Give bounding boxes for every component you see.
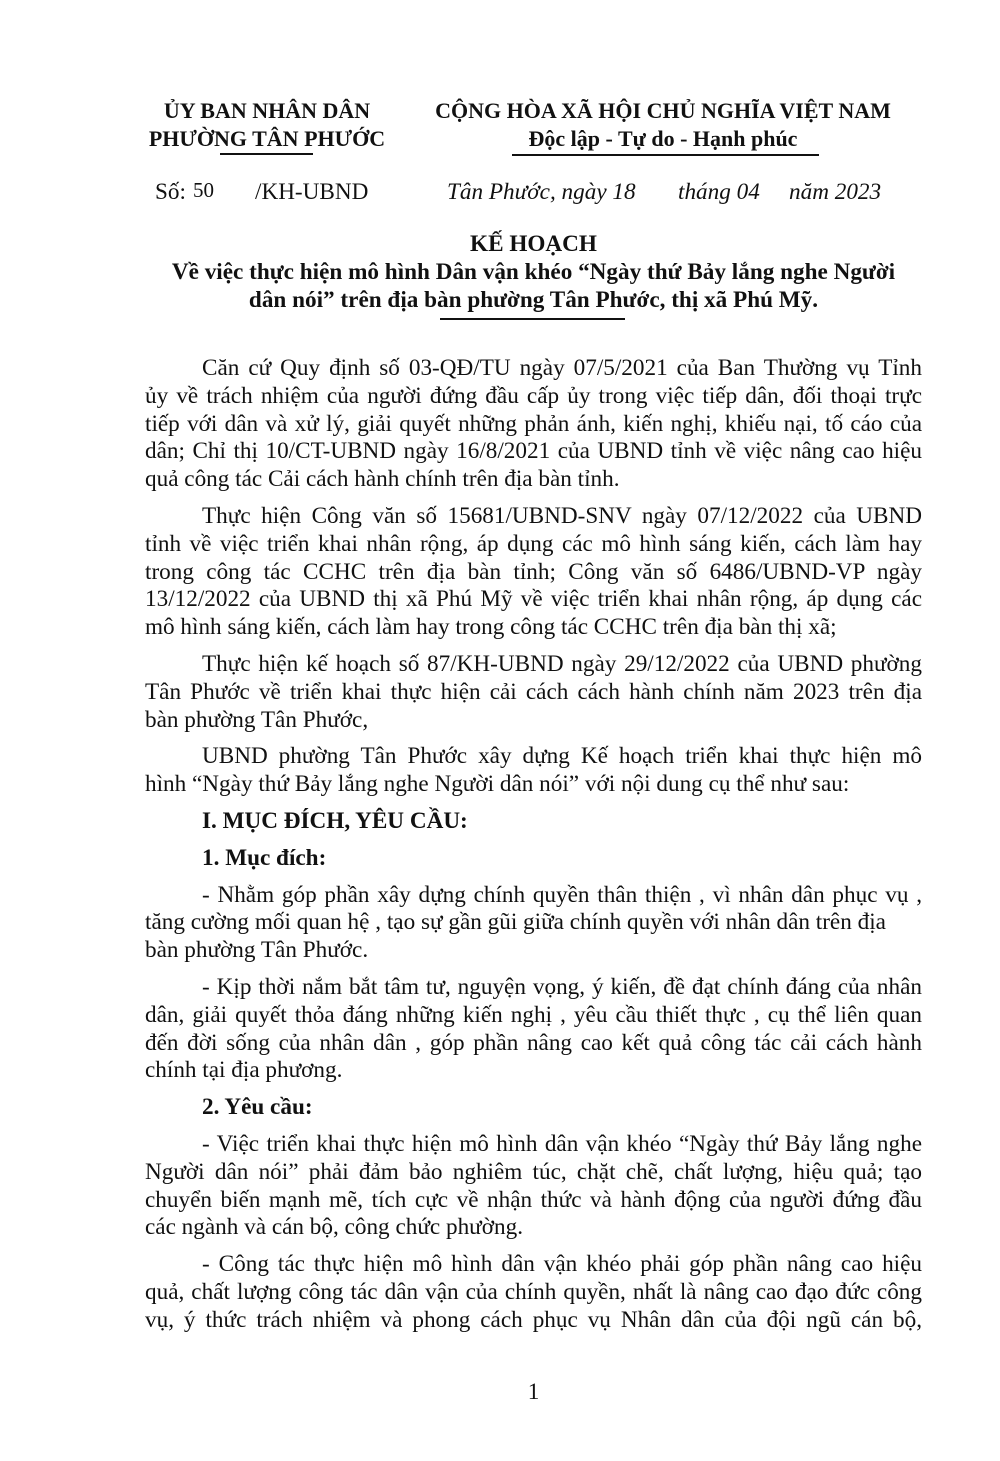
purpose-item-1 [145, 882, 922, 965]
section-heading: I. MỤC ĐÍCH, YÊU CẦU: [202, 807, 468, 834]
title-underline [440, 318, 625, 320]
text-line: - Nhằm góp phần xây dựng chính quyền thân thiện , vì nhân dân phục vụ , [202, 881, 922, 908]
motto-underline [512, 154, 819, 156]
doc-number-label: Số: [155, 179, 186, 205]
page-number: 1 [527, 1379, 540, 1405]
nation-motto: Độc lập - Tự do - Hạnh phúc [528, 126, 798, 151]
text-line: tỉnh về việc triển khai nhân rộng, áp dụng các mô hình sáng kiến, cách làm hay [145, 530, 922, 557]
doc-number-suffix: /KH-UBND [255, 179, 369, 205]
paragraph-legal-basis-1 [145, 355, 922, 494]
text-line: 13/12/2022 của UBND thị xã Phú Mỹ về việc triển khai nhân rộng, áp dụng các [145, 586, 922, 613]
text-line: - Công tác thực hiện mô hình dân vận khéo phải góp phần nâng cao hiệu [202, 1251, 922, 1278]
paragraph-legal-basis-2 [145, 503, 922, 642]
document-subtitle-line1: Về việc thực hiện mô hình Dân vận khéo “Ngày thứ Bảy lắng nghe Người [171, 259, 896, 285]
text-line: - Kịp thời nắm bắt tâm tư, nguyện vọng, ý kiến, đề đạt chính đáng của nhân [202, 973, 922, 1000]
agency-name-line1: ỦY BAN NHÂN DÂN [163, 98, 371, 123]
text-line: các ngành và cán bộ, công chức phường. [145, 1214, 523, 1241]
text-line: vụ, ý thức trách nhiệm và phong cách phục vụ Nhân dân của đội ngũ cán bộ, [145, 1306, 922, 1333]
doc-number: 50 [193, 178, 214, 202]
place-date: Tân Phước, ngày 18 [447, 179, 636, 205]
text-line: quả, chất lượng công tác dân vận của chính quyền, nhất là nâng cao đạo đức công [145, 1278, 922, 1305]
text-line: chuyển biến mạnh mẽ, tích cực về nhận thức và hành động của người đứng đầu [145, 1186, 922, 1213]
text-line: hình “Ngày thứ Bảy lắng nghe Người dân nói” với nội dung cụ thể như sau: [145, 771, 850, 798]
text-line: bàn phường Tân Phước, [145, 706, 369, 733]
text-line: đến đời sống của nhân dân , góp phần nâng cao kết quả công tác cải cách hành [145, 1029, 922, 1056]
section-heading-purpose-requirements [145, 808, 922, 836]
date-month: tháng 04 [678, 179, 760, 205]
agency-name-line2: PHƯỜNG TÂN PHƯỚC [148, 126, 386, 151]
document-title: KẾ HOẠCH [470, 231, 597, 257]
text-line: mô hình sáng kiến, cách làm hay trong công tác CCHC trên địa bàn thị xã; [145, 614, 837, 641]
paragraph-intro [145, 743, 922, 799]
text-line: UBND phường Tân Phước xây dựng Kế hoạch triển khai thực hiện mô [202, 743, 922, 770]
text-line: quả công tác Cải cách hành chính trên địa bàn tỉnh. [145, 466, 620, 493]
date-year: năm 2023 [789, 179, 882, 205]
text-line: tăng cường mối quan hệ , tạo sự gần gũi giữa chính quyền với nhân dân trên địa [145, 909, 886, 936]
text-line: Thực hiện kế hoạch số 87/KH-UBND ngày 29/12/2022 của UBND phường [202, 650, 922, 677]
document-body [145, 355, 922, 1335]
agency-underline [220, 153, 313, 155]
subsection-heading-purpose [145, 845, 922, 873]
purpose-item-2 [145, 974, 922, 1085]
text-line: chính tại địa phương. [145, 1057, 343, 1084]
subsection-heading: 2. Yêu cầu: [202, 1094, 313, 1121]
text-line: dân, giải quyết thỏa đáng những kiến nghị , yêu cầu thiết thực , cụ thể liên quan [145, 1001, 922, 1028]
text-line: ủy về trách nhiệm của người đứng đầu cấp ủy trong việc tiếp dân, đối thoại trực [145, 382, 922, 409]
subsection-heading-requirements [145, 1094, 922, 1122]
text-line: trong công tác CCHC trên địa bàn tỉnh; Công văn số 6486/UBND-VP ngày [145, 558, 922, 585]
nation-name: CỘNG HÒA XÃ HỘI CHỦ NGHĨA VIỆT NAM [435, 98, 891, 123]
requirement-item-1 [145, 1131, 922, 1242]
text-line: dân; Chỉ thị 10/CT-UBND ngày 16/8/2021 của UBND tỉnh về việc nâng cao hiệu [145, 438, 922, 465]
text-line: bàn phường Tân Phước. [145, 937, 369, 964]
text-line: tiếp với dân và xử lý, giải quyết những phản ánh, kiến nghị, khiếu nại, tố cáo của [145, 410, 922, 437]
text-line: Căn cứ Quy định số 03-QĐ/TU ngày 07/5/2021 của Ban Thường vụ Tỉnh [202, 355, 922, 381]
requirement-item-2 [145, 1251, 922, 1334]
text-line: Tân Phước về triển khai thực hiện cải cách cách hành chính năm 2023 trên địa [145, 678, 922, 705]
paragraph-legal-basis-3 [145, 651, 922, 734]
text-line: Thực hiện Công văn số 15681/UBND-SNV ngày 07/12/2022 của UBND [202, 502, 922, 529]
text-line: - Việc triển khai thực hiện mô hình dân vận khéo “Ngày thứ Bảy lắng nghe [202, 1130, 922, 1157]
document-subtitle-line2: dân nói” trên địa bàn phường Tân Phước, thị xã Phú Mỹ. [248, 287, 819, 313]
text-line: Người dân nói” phải đảm bảo nghiêm túc, chặt chẽ, chất lượng, hiệu quả; tạo [145, 1158, 922, 1185]
subsection-heading: 1. Mục đích: [202, 844, 327, 871]
